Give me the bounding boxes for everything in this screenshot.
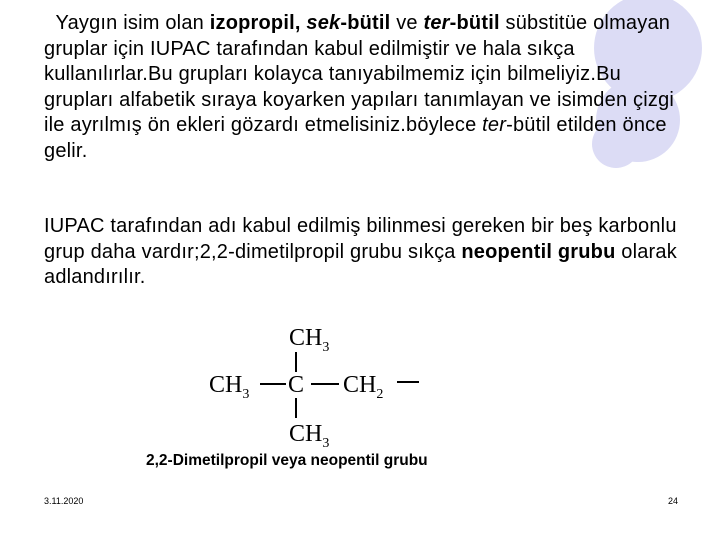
center-carbon: C [288,372,305,398]
term-butil: -bütil [340,12,391,34]
body-text-end: -bütil etilden önce gelir. [44,114,667,162]
lead-text: Yaygın isim olan [55,12,210,34]
term-comma: , [294,12,307,34]
body-text-tail: olarak adlandırılır. [44,240,677,288]
neopentyl-structural-formula [205,318,445,454]
paragraph-2 [44,214,694,291]
term-ter-butil: -bütil [449,12,500,34]
top-ch3: $CH_3$ [289,325,330,355]
left-ch3: $CH_3$ [209,372,250,402]
bottom-ch3: $CH_3$ [289,421,330,451]
paragraph-1 [44,11,694,164]
term-izopropil: izopropil [209,12,295,34]
italic-ter: ter [482,114,507,136]
page-number: 24 [667,496,678,506]
body-text: IUPAC tarafından adı kabul edilmiş bilinmesi gereken bir beş karbonlu grup daha vardır;2,2-dimetilpropil grubu sıkça [44,215,677,263]
term-neopentil: neopentil grubu [461,240,616,263]
right-ch2: $CH_2$ [343,372,384,402]
formula-caption: 2,2-Dimetilpropil veya neopentil grubu [146,452,428,469]
body-text: sübstitüe olmayan gruplar için IUPAC tarafından kabul edilmiştir ve hala sıkça kullanılırlar.Bu grupları kolayca tanıyabilmemiz için bilmeliyiz.Bu grupları alfabetik sıraya koyarken yapıları tanımlayan ve isimden çizgi ile ayrılmış ön ekleri gözardı etmelisiniz.böylece [44,12,675,136]
term-ter: ter [423,12,450,34]
footer-date: 3.11.2020 [44,496,84,506]
term-sek: sek [306,12,341,34]
connector-ve: ve [390,12,424,34]
